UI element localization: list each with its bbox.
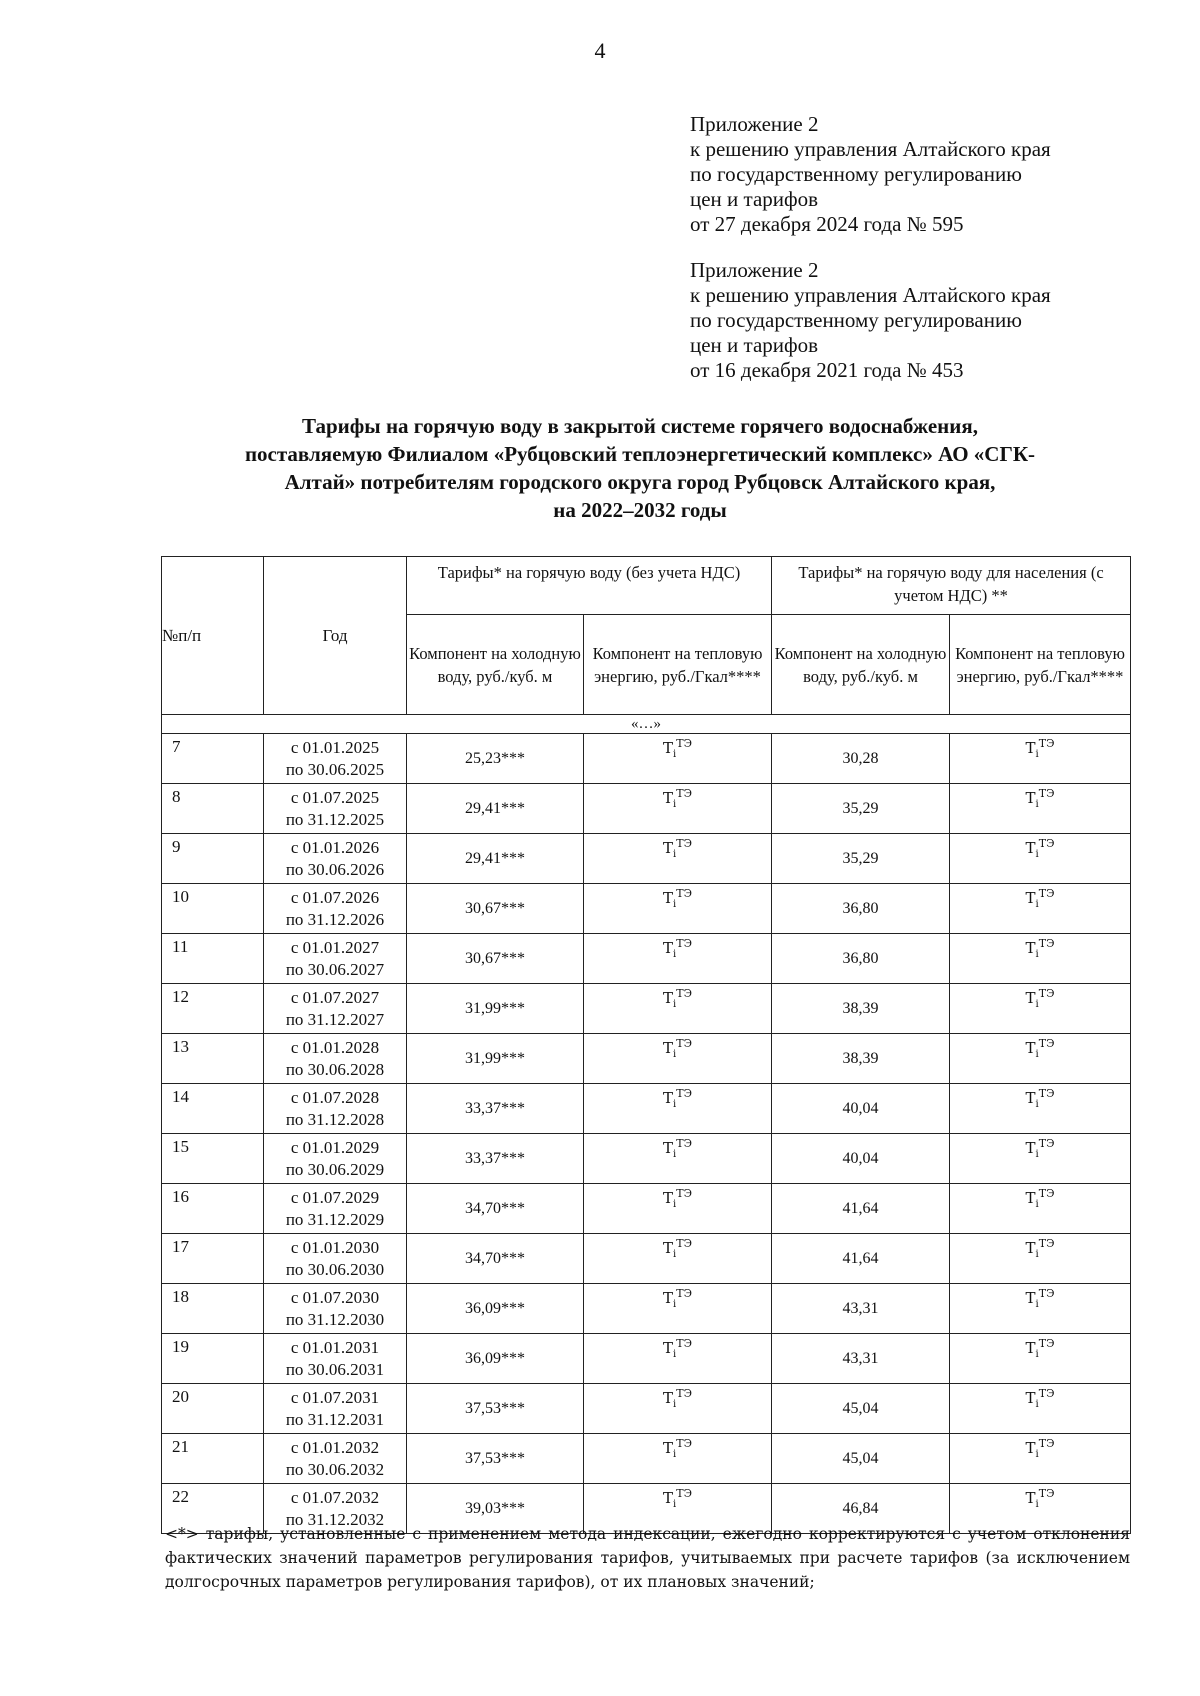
cold-water-tariff: 34,70***	[407, 1184, 584, 1234]
period-cell	[264, 1184, 407, 1234]
heat-tariff-symbol	[663, 1487, 692, 1510]
period-cell	[264, 1134, 407, 1184]
heat-energy-tariff-population	[950, 1084, 1131, 1134]
heat-tariff-symbol-index: i	[673, 1449, 677, 1460]
heat-tariff-symbol	[1025, 1137, 1055, 1160]
heat-tariff-symbol-index: i	[1035, 799, 1039, 810]
cold-water-tariff: 30,67***	[407, 884, 584, 934]
heat-tariff-symbol-base: T	[1025, 939, 1036, 957]
heat-tariff-symbol-superscript: ТЭ	[1038, 1387, 1055, 1400]
row-number: 15	[162, 1134, 264, 1184]
heat-tariff-symbol-base: T	[663, 739, 674, 757]
period-cell	[264, 1334, 407, 1384]
period-from: с 01.01.2032	[290, 1437, 380, 1457]
appendix-header-current	[690, 112, 1051, 237]
appendix-line: по государственному регулированию	[690, 308, 1022, 332]
period-to: по 30.06.2030	[285, 1259, 385, 1279]
heat-tariff-symbol	[1025, 1287, 1055, 1310]
heat-tariff-symbol-base: T	[1025, 1089, 1036, 1107]
cold-water-tariff: 31,99***	[407, 984, 584, 1034]
heat-tariff-symbol-index: i	[673, 749, 677, 760]
header-group-population-with-vat: Тарифы* на горячую воду для населения (с учетом НДС) **	[772, 557, 1131, 615]
heat-tariff-symbol	[1025, 1337, 1055, 1360]
header-cold-water-component-population: Компонент на холодную воду, руб./куб. м	[772, 615, 950, 715]
appendix-line: по государственному регулированию	[690, 162, 1022, 186]
heat-tariff-symbol-index: i	[673, 1149, 677, 1160]
cold-water-tariff-population: 41,64	[772, 1234, 950, 1284]
cold-water-tariff-population: 38,39	[772, 984, 950, 1034]
period-to: по 31.12.2025	[285, 809, 385, 829]
heat-tariff-symbol-base: T	[663, 1339, 674, 1357]
cold-water-tariff-population: 35,29	[772, 784, 950, 834]
appendix-line: цен и тарифов	[690, 187, 819, 211]
table-row	[162, 1384, 1131, 1434]
heat-tariff-symbol	[663, 1287, 692, 1310]
period-cell	[264, 1284, 407, 1334]
heat-energy-tariff	[584, 734, 772, 784]
period-to: по 31.12.2029	[285, 1209, 385, 1229]
period-to: по 30.06.2031	[285, 1359, 385, 1379]
period-to: по 30.06.2028	[285, 1059, 385, 1079]
heat-energy-tariff-population	[950, 784, 1131, 834]
heat-tariff-symbol-base: T	[1025, 789, 1036, 807]
period-cell	[264, 1084, 407, 1134]
heat-tariff-symbol-index: i	[1035, 949, 1039, 960]
header-year: Год	[264, 557, 407, 715]
row-number: 21	[162, 1434, 264, 1484]
heat-energy-tariff-population	[950, 734, 1131, 784]
cold-water-tariff: 25,23***	[407, 734, 584, 784]
heat-tariff-symbol-base: T	[663, 1239, 674, 1257]
heat-energy-tariff	[584, 1384, 772, 1434]
heat-tariff-symbol	[1025, 837, 1055, 860]
heat-tariff-symbol-index: i	[673, 949, 677, 960]
heat-tariff-symbol-index: i	[1035, 1199, 1039, 1210]
row-number: 19	[162, 1334, 264, 1384]
omitted-rows-marker: «…»	[162, 715, 1131, 734]
period-cell	[264, 1384, 407, 1434]
heat-tariff-symbol-superscript: ТЭ	[1038, 937, 1055, 950]
heat-energy-tariff	[584, 1184, 772, 1234]
cold-water-tariff-population: 40,04	[772, 1084, 950, 1134]
row-number: 18	[162, 1284, 264, 1334]
row-number: 20	[162, 1384, 264, 1434]
heat-tariff-symbol	[1025, 1087, 1055, 1110]
heat-tariff-symbol-superscript: ТЭ	[676, 837, 692, 850]
cold-water-tariff-population: 30,28	[772, 734, 950, 784]
heat-tariff-symbol	[1025, 1487, 1055, 1510]
period-to: по 30.06.2032	[285, 1459, 385, 1479]
period-cell	[264, 1034, 407, 1084]
heat-tariff-symbol-index: i	[673, 1249, 677, 1260]
heat-tariff-symbol-superscript: ТЭ	[1038, 1187, 1055, 1200]
heat-tariff-symbol-index: i	[1035, 1349, 1039, 1360]
heat-tariff-symbol-superscript: ТЭ	[676, 1287, 692, 1300]
cold-water-tariff-population: 45,04	[772, 1384, 950, 1434]
title-line: Тарифы на горячую воду в закрытой системе горячего водоснабжения,	[302, 414, 978, 438]
heat-tariff-symbol-base: T	[1025, 1139, 1036, 1157]
heat-tariff-symbol-superscript: ТЭ	[676, 1137, 692, 1150]
heat-tariff-symbol-superscript: ТЭ	[676, 1037, 692, 1050]
heat-energy-tariff	[584, 1434, 772, 1484]
footnote: <*> тарифы, установленные с применением метода индексации, ежегодно корректируются с учетом отклонения фактических значений параметров регулирования тарифов, учитываемых при расчете тарифов (за исключением долгосрочных параметров регулирования тарифов), от их плановых значений;	[165, 1525, 1130, 1591]
cold-water-tariff-population: 46,84	[772, 1484, 950, 1534]
heat-tariff-symbol-index: i	[1035, 1399, 1039, 1410]
heat-tariff-symbol	[663, 1337, 692, 1360]
period-cell	[264, 784, 407, 834]
heat-tariff-symbol-index: i	[673, 1399, 677, 1410]
heat-energy-tariff-population	[950, 834, 1131, 884]
period-from: с 01.07.2025	[290, 787, 380, 807]
cold-water-tariff-population: 40,04	[772, 1134, 950, 1184]
heat-tariff-symbol-index: i	[673, 1499, 677, 1510]
heat-tariff-symbol-superscript: ТЭ	[676, 887, 692, 900]
heat-tariff-symbol-superscript: ТЭ	[676, 1487, 692, 1500]
heat-energy-tariff-population	[950, 1434, 1131, 1484]
cold-water-tariff: 34,70***	[407, 1234, 584, 1284]
period-cell	[264, 1434, 407, 1484]
appendix-header-original	[690, 258, 1051, 383]
heat-energy-tariff	[584, 1234, 772, 1284]
row-number: 17	[162, 1234, 264, 1284]
heat-tariff-symbol-index: i	[1035, 1249, 1039, 1260]
period-to: по 31.12.2032	[285, 1509, 385, 1529]
heat-energy-tariff-population	[950, 1034, 1131, 1084]
heat-tariff-symbol-superscript: ТЭ	[676, 1437, 692, 1450]
heat-tariff-symbol-superscript: ТЭ	[676, 1237, 692, 1250]
row-number: 9	[162, 834, 264, 884]
row-number: 8	[162, 784, 264, 834]
heat-tariff-symbol	[1025, 1387, 1055, 1410]
table-row	[162, 1284, 1131, 1334]
heat-tariff-symbol	[663, 1037, 692, 1060]
heat-tariff-symbol-superscript: ТЭ	[676, 937, 692, 950]
heat-tariff-symbol-index: i	[1035, 1099, 1039, 1110]
appendix-line: к решению управления Алтайского края	[690, 137, 1051, 161]
heat-tariff-symbol-index: i	[673, 899, 677, 910]
heat-tariff-symbol-base: T	[1025, 1489, 1036, 1507]
heat-tariff-symbol-index: i	[1035, 1149, 1039, 1160]
heat-tariff-symbol-index: i	[1035, 1049, 1039, 1060]
heat-tariff-symbol	[1025, 1187, 1055, 1210]
heat-tariff-symbol-base: T	[663, 1489, 674, 1507]
heat-tariff-symbol	[663, 737, 692, 760]
period-from: с 01.01.2027	[290, 937, 380, 957]
period-cell	[264, 934, 407, 984]
title-line: на 2022–2032 годы	[553, 498, 727, 522]
header-heat-energy-component: Компонент на тепловую энергию, руб./Гкал****	[584, 615, 772, 715]
period-from: с 01.07.2031	[290, 1387, 380, 1407]
cold-water-tariff: 29,41***	[407, 834, 584, 884]
heat-tariff-symbol-superscript: ТЭ	[1038, 987, 1055, 1000]
cold-water-tariff-population: 41,64	[772, 1184, 950, 1234]
heat-energy-tariff	[584, 884, 772, 934]
heat-tariff-symbol	[1025, 937, 1055, 960]
header-heat-energy-component-population: Компонент на тепловую энергию, руб./Гкал****	[950, 615, 1131, 715]
period-cell	[264, 734, 407, 784]
heat-tariff-symbol-superscript: ТЭ	[676, 1087, 692, 1100]
heat-energy-tariff-population	[950, 1384, 1131, 1434]
heat-energy-tariff	[584, 984, 772, 1034]
heat-tariff-symbol-base: T	[1025, 1189, 1036, 1207]
period-from: с 01.07.2032	[290, 1487, 380, 1507]
period-to: по 31.12.2031	[285, 1409, 385, 1429]
row-number: 22	[162, 1484, 264, 1534]
period-from: с 01.07.2027	[290, 987, 380, 1007]
cold-water-tariff: 33,37***	[407, 1134, 584, 1184]
heat-tariff-symbol-superscript: ТЭ	[1038, 1287, 1055, 1300]
heat-tariff-symbol-index: i	[1035, 899, 1039, 910]
table-row	[162, 1434, 1131, 1484]
heat-tariff-symbol-index: i	[673, 999, 677, 1010]
heat-tariff-symbol	[663, 987, 692, 1010]
heat-tariff-symbol-base: T	[1025, 1039, 1036, 1057]
period-to: по 30.06.2026	[285, 859, 385, 879]
heat-tariff-symbol-base: T	[663, 789, 674, 807]
heat-tariff-symbol-superscript: ТЭ	[1038, 1337, 1055, 1350]
table-row	[162, 1184, 1131, 1234]
heat-tariff-symbol-index: i	[1035, 999, 1039, 1010]
row-number: 12	[162, 984, 264, 1034]
appendix-line: Приложение 2	[690, 258, 819, 282]
heat-tariff-symbol-base: T	[663, 1289, 674, 1307]
heat-tariff-symbol-base: T	[663, 1389, 674, 1407]
appendix-line: Приложение 2	[690, 112, 819, 136]
period-from: с 01.01.2030	[290, 1237, 380, 1257]
period-to: по 31.12.2030	[285, 1309, 385, 1329]
heat-tariff-symbol-superscript: ТЭ	[676, 1337, 692, 1350]
cold-water-tariff: 37,53***	[407, 1384, 584, 1434]
heat-tariff-symbol	[663, 1387, 692, 1410]
heat-tariff-symbol	[663, 887, 692, 910]
heat-tariff-symbol	[663, 1137, 692, 1160]
tariff-table	[161, 556, 1131, 1534]
heat-energy-tariff-population	[950, 1334, 1131, 1384]
period-to: по 31.12.2026	[285, 909, 385, 929]
period-from: с 01.01.2028	[290, 1037, 380, 1057]
heat-tariff-symbol-base: T	[663, 939, 674, 957]
heat-tariff-symbol-index: i	[1035, 1299, 1039, 1310]
period-from: с 01.07.2029	[290, 1187, 380, 1207]
appendix-line: цен и тарифов	[690, 333, 819, 357]
heat-tariff-symbol-superscript: ТЭ	[676, 737, 692, 750]
heat-tariff-symbol-superscript: ТЭ	[1038, 1037, 1055, 1050]
heat-tariff-symbol-superscript: ТЭ	[1038, 1137, 1055, 1150]
heat-energy-tariff-population	[950, 1234, 1131, 1284]
heat-tariff-symbol-base: T	[1025, 1389, 1036, 1407]
heat-tariff-symbol	[1025, 787, 1055, 810]
cold-water-tariff-population: 43,31	[772, 1284, 950, 1334]
heat-tariff-symbol-superscript: ТЭ	[1038, 837, 1055, 850]
cold-water-tariff: 36,09***	[407, 1334, 584, 1384]
heat-tariff-symbol-superscript: ТЭ	[676, 787, 692, 800]
heat-energy-tariff	[584, 1084, 772, 1134]
appendix-line: от 16 декабря 2021 года № 453	[690, 358, 964, 382]
heat-tariff-symbol-index: i	[673, 849, 677, 860]
heat-tariff-symbol-base: T	[1025, 839, 1036, 857]
period-cell	[264, 1234, 407, 1284]
page-number: 4	[594, 38, 606, 63]
heat-tariff-symbol-base: T	[1025, 1439, 1036, 1457]
heat-tariff-symbol-base: T	[1025, 739, 1036, 757]
table-row	[162, 1134, 1131, 1184]
heat-tariff-symbol-base: T	[1025, 1239, 1036, 1257]
header-cold-water-component: Компонент на холодную воду, руб./куб. м	[407, 615, 584, 715]
heat-energy-tariff-population	[950, 1184, 1131, 1234]
cold-water-tariff: 37,53***	[407, 1434, 584, 1484]
heat-tariff-symbol	[1025, 887, 1055, 910]
heat-tariff-symbol-base: T	[663, 1039, 674, 1057]
cold-water-tariff-population: 35,29	[772, 834, 950, 884]
cold-water-tariff: 36,09***	[407, 1284, 584, 1334]
table-row	[162, 1234, 1131, 1284]
heat-tariff-symbol-base: T	[663, 1089, 674, 1107]
heat-tariff-symbol-base: T	[1025, 1289, 1036, 1307]
heat-tariff-symbol-base: T	[1025, 889, 1036, 907]
heat-energy-tariff	[584, 1134, 772, 1184]
heat-tariff-symbol	[663, 1437, 692, 1460]
heat-energy-tariff	[584, 1334, 772, 1384]
cold-water-tariff-population: 43,31	[772, 1334, 950, 1384]
period-from: с 01.01.2026	[290, 837, 380, 857]
period-to: по 31.12.2027	[285, 1009, 385, 1029]
heat-tariff-symbol-index: i	[1035, 1449, 1039, 1460]
heat-tariff-symbol	[1025, 1037, 1055, 1060]
heat-tariff-symbol-index: i	[1035, 1499, 1039, 1510]
heat-tariff-symbol-base: T	[663, 1139, 674, 1157]
heat-tariff-symbol-base: T	[663, 1189, 674, 1207]
row-number: 7	[162, 734, 264, 784]
heat-energy-tariff	[584, 1284, 772, 1334]
table-row	[162, 1084, 1131, 1134]
heat-tariff-symbol	[663, 1237, 692, 1260]
heat-tariff-symbol-superscript: ТЭ	[1038, 787, 1055, 800]
heat-tariff-symbol-base: T	[663, 989, 674, 1007]
heat-energy-tariff	[584, 834, 772, 884]
period-to: по 31.12.2028	[285, 1109, 385, 1129]
cold-water-tariff: 31,99***	[407, 1034, 584, 1084]
row-number: 11	[162, 934, 264, 984]
heat-energy-tariff	[584, 1034, 772, 1084]
heat-tariff-symbol-index: i	[1035, 749, 1039, 760]
table-row	[162, 1334, 1131, 1384]
heat-tariff-symbol-index: i	[673, 799, 677, 810]
heat-tariff-symbol-superscript: ТЭ	[1038, 1087, 1055, 1100]
table-row	[162, 884, 1131, 934]
period-from: с 01.07.2028	[290, 1087, 380, 1107]
cold-water-tariff-population: 36,80	[772, 934, 950, 984]
row-number: 14	[162, 1084, 264, 1134]
appendix-line: к решению управления Алтайского края	[690, 283, 1051, 307]
heat-tariff-symbol-index: i	[1035, 849, 1039, 860]
heat-tariff-symbol-index: i	[673, 1299, 677, 1310]
header-row-number: №п/п	[162, 557, 264, 715]
heat-energy-tariff-population	[950, 984, 1131, 1034]
heat-tariff-symbol	[663, 837, 692, 860]
heat-tariff-symbol-index: i	[673, 1199, 677, 1210]
appendix-line: от 27 декабря 2024 года № 595	[690, 212, 964, 236]
cold-water-tariff: 30,67***	[407, 934, 584, 984]
heat-tariff-symbol-base: T	[663, 1439, 674, 1457]
heat-tariff-symbol-base: T	[1025, 989, 1036, 1007]
heat-tariff-symbol	[1025, 737, 1055, 760]
heat-tariff-symbol	[663, 1187, 692, 1210]
period-cell	[264, 834, 407, 884]
period-from: с 01.01.2031	[290, 1337, 380, 1357]
heat-tariff-symbol-superscript: ТЭ	[1038, 737, 1055, 750]
heat-energy-tariff-population	[950, 934, 1131, 984]
period-to: по 30.06.2025	[285, 759, 385, 779]
document-title	[150, 412, 1130, 524]
cold-water-tariff-population: 36,80	[772, 884, 950, 934]
heat-energy-tariff	[584, 784, 772, 834]
title-line: поставляемую Филиалом «Рубцовский теплоэнергетический комплекс» АО «СГК-	[244, 442, 1036, 466]
heat-tariff-symbol	[663, 1087, 692, 1110]
period-from: с 01.01.2025	[290, 737, 380, 757]
heat-tariff-symbol-superscript: ТЭ	[676, 1187, 692, 1200]
heat-energy-tariff-population	[950, 1134, 1131, 1184]
heat-tariff-symbol	[663, 937, 692, 960]
heat-tariff-symbol	[1025, 1437, 1055, 1460]
cold-water-tariff-population: 45,04	[772, 1434, 950, 1484]
heat-tariff-symbol-index: i	[673, 1349, 677, 1360]
table-row	[162, 834, 1131, 884]
period-to: по 30.06.2027	[285, 959, 385, 979]
period-to: по 30.06.2029	[285, 1159, 385, 1179]
heat-tariff-symbol-superscript: ТЭ	[676, 987, 692, 1000]
header-group-without-vat: Тарифы* на горячую воду (без учета НДС)	[407, 557, 772, 615]
heat-energy-tariff-population	[950, 1284, 1131, 1334]
heat-tariff-symbol-superscript: ТЭ	[1038, 1437, 1055, 1450]
period-from: с 01.07.2026	[290, 887, 380, 907]
cold-water-tariff-population: 38,39	[772, 1034, 950, 1084]
table-row	[162, 1034, 1131, 1084]
row-number: 16	[162, 1184, 264, 1234]
heat-tariff-symbol-base: T	[663, 889, 674, 907]
heat-tariff-symbol	[1025, 1237, 1055, 1260]
table-row	[162, 734, 1131, 784]
row-number: 13	[162, 1034, 264, 1084]
heat-tariff-symbol-superscript: ТЭ	[676, 1387, 692, 1400]
period-cell	[264, 984, 407, 1034]
heat-tariff-symbol-base: T	[663, 839, 674, 857]
heat-tariff-symbol	[663, 787, 692, 810]
heat-tariff-symbol-superscript: ТЭ	[1038, 1487, 1055, 1500]
title-line: Алтай» потребителям городского округа город Рубцовск Алтайского края,	[284, 470, 996, 494]
heat-tariff-symbol-base: T	[1025, 1339, 1036, 1357]
period-cell	[264, 884, 407, 934]
heat-tariff-symbol-superscript: ТЭ	[1038, 1237, 1055, 1250]
cold-water-tariff: 39,03***	[407, 1484, 584, 1534]
cold-water-tariff: 29,41***	[407, 784, 584, 834]
period-from: с 01.07.2030	[290, 1287, 380, 1307]
cold-water-tariff: 33,37***	[407, 1084, 584, 1134]
heat-tariff-symbol-superscript: ТЭ	[1038, 887, 1055, 900]
table-row	[162, 784, 1131, 834]
heat-energy-tariff-population	[950, 884, 1131, 934]
heat-energy-tariff	[584, 934, 772, 984]
table-row	[162, 984, 1131, 1034]
table-row	[162, 934, 1131, 984]
period-from: с 01.01.2029	[290, 1137, 380, 1157]
heat-tariff-symbol	[1025, 987, 1055, 1010]
row-number: 10	[162, 884, 264, 934]
heat-tariff-symbol-index: i	[673, 1099, 677, 1110]
heat-tariff-symbol-index: i	[673, 1049, 677, 1060]
